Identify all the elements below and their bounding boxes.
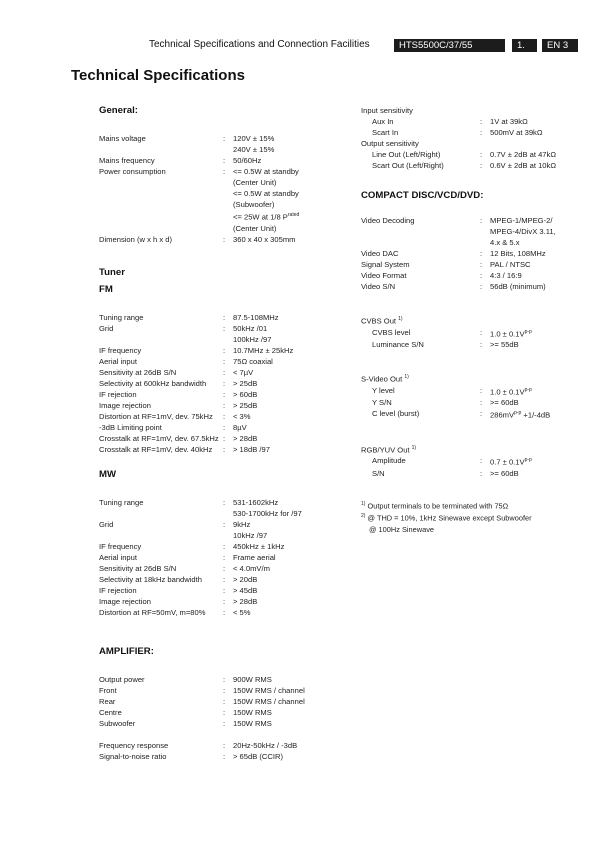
- spec-row: CVBS level : $1.0 \pm 0.1V^{p-p}$: [361, 327, 591, 340]
- header-revision: 1.: [512, 39, 537, 52]
- spec-row: Scart Out (Left/Right) : 0.6V ± 2dB at 10kΩ: [361, 160, 591, 171]
- spec-value: > 45dB: [233, 585, 258, 595]
- spec-value: 4:3 / 16:9: [490, 271, 522, 280]
- spec-label: Front: [99, 685, 117, 695]
- input-sensitivity-label: Input sensitivity: [361, 106, 413, 115]
- spec-value: <= 25W at 1/8 P: [233, 212, 288, 222]
- spec-row: Tuning range : 87.5-108MHz: [99, 312, 349, 323]
- spec-row: Front : 150W RMS / channel: [99, 685, 349, 696]
- footnote-text: @ THD = 10%, 1kHz Sinewave except Subwoofer: [367, 513, 532, 523]
- spec-label: Distortion at RF=1mV, dev. 75kHz: [99, 411, 213, 421]
- spec-row: Frequency response : 20Hz-50kHz / -3dB: [99, 740, 349, 751]
- spec-value: (Center Unit): [233, 178, 277, 187]
- spec-value: 150W RMS / channel: [233, 696, 305, 706]
- spec-value: 56dB (minimum): [490, 282, 546, 291]
- spec-row: Distortion at RF=1mV, dev. 75kHz : < 3%: [99, 411, 349, 422]
- spec-label: Subwoofer: [99, 718, 136, 728]
- spec-row: Aux In : 1V at 39kΩ: [361, 116, 591, 127]
- spec-value: (Subwoofer): [233, 200, 275, 209]
- spec-value: 120V ± 15%: [233, 134, 275, 143]
- rgb-heading: RGB/YUV Out: [361, 445, 410, 455]
- spec-label: Tuning range: [99, 312, 144, 322]
- spec-value: 100kHz /97: [233, 334, 272, 344]
- amplifier-section: [99, 646, 349, 762]
- spec-value: PAL / NTSC: [490, 260, 531, 269]
- cvbs-section: [361, 314, 591, 350]
- spec-row: Signal-to-noise ratio : > 65dB (CCIR): [99, 751, 349, 762]
- spec-label: IF rejection: [99, 585, 137, 595]
- footnote-ref: 1): [411, 444, 417, 451]
- spec-row: Selectivity at 600kHz bandwidth : > 25dB: [99, 378, 349, 389]
- spec-value-tail: +1/-4dB: [521, 410, 551, 420]
- rgb-section: [361, 443, 591, 479]
- header-title: Technical Specifications and Connection Facilities: [149, 39, 370, 50]
- spec-value: <= 0.5W at standby: [233, 189, 299, 198]
- spec-row: Centre : 150W RMS: [99, 707, 349, 718]
- spec-label: IF frequency: [99, 345, 142, 355]
- spec-value: > 28dB: [233, 433, 258, 443]
- amplifier-rows-b: [99, 740, 349, 762]
- spec-row: Mains voltage : 120V ± 15% 240V ± 15%: [99, 134, 275, 154]
- spec-label: Signal System: [361, 260, 410, 269]
- spec-row: Video Format : 4:3 / 16:9: [361, 270, 591, 281]
- spec-label: Distortion at RF=50mV, m=80%: [99, 607, 206, 617]
- spec-row: Image rejection : > 28dB: [99, 596, 349, 607]
- spec-row: Y S/N : >= 60dB: [361, 397, 591, 408]
- spec-value: 150W RMS / channel: [233, 685, 305, 695]
- unit-subscript: p-p: [524, 457, 532, 464]
- spec-row: Image rejection : > 25dB: [99, 400, 349, 411]
- spec-value: < 5%: [233, 607, 251, 617]
- footnote-2: [361, 511, 591, 523]
- spec-value: 1V at 39kΩ: [490, 117, 528, 126]
- left-column: [99, 105, 349, 778]
- spec-value: 150W RMS: [233, 707, 272, 717]
- spec-value: 286mV: [490, 410, 515, 420]
- general-section: [99, 105, 349, 245]
- spec-label: Image rejection: [99, 596, 151, 606]
- spec-value: 20Hz-50kHz / -3dB: [233, 740, 298, 750]
- cvbs-heading: CVBS Out: [361, 316, 397, 326]
- spec-label: Crosstalk at RF=1mV, dev. 40kHz: [99, 444, 213, 454]
- spec-value: 50kHz /01: [233, 323, 268, 333]
- general-rows: [99, 133, 349, 245]
- mw-rows: [99, 497, 349, 618]
- spec-row: Line Out (Left/Right) : 0.7V ± 2dB at 47kΩ: [361, 149, 591, 160]
- spec-label: -3dB Limiting point: [99, 422, 162, 432]
- spec-row: Grid : 9kHz 10kHz /97: [99, 519, 268, 540]
- general-heading: General:: [99, 105, 138, 116]
- spec-value: (Center Unit): [233, 223, 277, 233]
- spec-value: 0.7 ± 0.1V: [490, 457, 525, 467]
- spec-value: < 3%: [233, 411, 251, 421]
- spec-label: Video Format: [361, 271, 407, 280]
- spec-row: C level (burst) : $286mV^{p-p} +1/-4dB$: [361, 408, 591, 421]
- spec-value: >= 60dB: [490, 468, 519, 478]
- footnote-text: Output terminals to be terminated with 75Ω: [367, 501, 509, 511]
- spec-row: Aerial input : Frame aerial: [99, 552, 349, 563]
- spec-label: CVBS level: [372, 327, 411, 337]
- spec-row: Rear : 150W RMS / channel: [99, 696, 349, 707]
- rated-subscript: rated: [287, 212, 300, 218]
- footnote-ref: 1): [404, 374, 409, 381]
- spec-label: Selectivity at 600kHz bandwidth: [99, 378, 207, 388]
- spec-label: Amplitude: [372, 456, 406, 466]
- spec-value: 9kHz: [233, 519, 251, 529]
- spec-row: Sensitivity at 26dB S/N : < 7µV: [99, 367, 349, 378]
- spec-label: Frequency response: [99, 740, 169, 750]
- amplifier-rows-a: [99, 674, 349, 729]
- spec-value: > 18dB /97: [233, 444, 270, 454]
- spec-value: MPEG-1/MPEG-2/: [490, 216, 553, 225]
- spec-row: Scart In : 500mV at 39kΩ: [361, 127, 591, 138]
- spec-label: C level (burst): [372, 409, 420, 419]
- spec-row: Aerial input : 75Ω coaxial: [99, 356, 349, 367]
- spec-label: IF rejection: [99, 389, 137, 399]
- spec-row: Y level : $1.0 \pm 0.1V^{p-p}$: [361, 385, 591, 398]
- spec-label: Tuning range: [99, 497, 144, 507]
- spec-value: 10.7MHz ± 25kHz: [233, 345, 294, 355]
- spec-row: Sensitivity at 26dB S/N : < 4.0mV/m: [99, 563, 349, 574]
- spec-label: Mains voltage: [99, 134, 146, 143]
- spec-value: 150W RMS: [233, 718, 272, 728]
- svideo-heading: S-Video Out: [361, 374, 403, 384]
- spec-row: Crosstalk at RF=1mV, dev. 40kHz : > 18dB /97: [99, 444, 349, 455]
- spec-value: Frame aerial: [233, 552, 276, 562]
- spec-row: Crosstalk at RF=1mV, dev. 67.5kHz : > 28dB: [99, 433, 349, 444]
- spec-row: Video S/N : 56dB (minimum): [361, 281, 591, 292]
- spec-label: Aux In: [372, 117, 394, 126]
- spec-value: >= 55dB: [490, 340, 519, 350]
- spec-row: Output power : 900W RMS: [99, 674, 349, 685]
- spec-row: Amplitude : $0.7 \pm 0.1V^{p-p}$: [361, 455, 591, 468]
- spec-value: MPEG-4/DivX 3.11,: [490, 227, 556, 236]
- spec-value: 75Ω coaxial: [233, 356, 273, 366]
- spec-row: IF rejection : > 60dB: [99, 389, 349, 400]
- spec-label: Line Out (Left/Right): [372, 150, 441, 159]
- spec-label: Image rejection: [99, 400, 151, 410]
- footnote-marker: 2): [361, 513, 366, 520]
- spec-value: 4.x & 5.x: [490, 238, 520, 247]
- spec-value: 450kHz ± 1kHz: [233, 541, 285, 551]
- spec-label: Grid: [99, 519, 114, 529]
- footnote-2-cont: @ 100Hz Sinewave: [369, 524, 435, 534]
- spec-row: Power consumption : <= 0.5W at standby (Center Unit) <= 0.5W at standby (Subwoofer) <= 25W at 1/8 $P^{rated}$ (Center Unit): [99, 167, 300, 233]
- spec-value: 1.0 ± 0.1V: [490, 329, 525, 339]
- spec-label: Y level: [372, 385, 395, 395]
- spec-value: 531-1602kHz: [233, 497, 279, 507]
- spec-label: IF frequency: [99, 541, 142, 551]
- spec-row: S/N : >= 60dB: [361, 468, 591, 479]
- unit-subscript: p-p: [514, 410, 522, 417]
- spec-value: > 60dB: [233, 389, 258, 399]
- unit-subscript: p-p: [524, 328, 532, 335]
- spec-label: Aerial input: [99, 552, 137, 562]
- page-title: Technical Specifications: [71, 67, 245, 84]
- unit-subscript: p-p: [524, 386, 532, 393]
- spec-label: S/N: [372, 468, 385, 478]
- header-page-number: EN 3: [542, 39, 578, 52]
- spec-value: 0.6V ± 2dB at 10kΩ: [490, 161, 556, 170]
- spec-value: 500mV at 39kΩ: [490, 128, 543, 137]
- spec-label: Aerial input: [99, 356, 137, 366]
- amplifier-heading: AMPLIFIER:: [99, 645, 154, 657]
- spec-value: 12 Bits, 108MHz: [490, 249, 546, 258]
- disc-section: [361, 190, 591, 292]
- spec-value: > 25dB: [233, 378, 258, 388]
- spec-row: Selectivity at 18kHz bandwidth : > 20dB: [99, 574, 349, 585]
- spec-row: Grid : 50kHz /01 100kHz /97: [99, 323, 272, 344]
- spec-row: Mains frequency : 50/60Hz: [99, 155, 349, 166]
- spec-label: Video Decoding: [361, 216, 415, 225]
- spec-row: -3dB Limiting point : 8µV: [99, 422, 349, 433]
- spec-row: Dimension (w x h x d) : 360 x 40 x 305mm: [99, 234, 349, 245]
- mw-heading: MW: [99, 468, 117, 480]
- spec-value: < 7µV: [233, 367, 254, 377]
- right-column: [361, 105, 591, 535]
- spec-label: Sensitivity at 26dB S/N: [99, 367, 177, 377]
- spec-value: 900W RMS: [233, 674, 272, 684]
- spec-label: Mains frequency: [99, 156, 155, 165]
- spec-label: Sensitivity at 26dB S/N: [99, 563, 177, 573]
- disc-heading: COMPACT DISC/VCD/DVD:: [361, 190, 484, 201]
- svideo-section: [361, 372, 591, 421]
- fm-rows: [99, 312, 349, 455]
- spec-label: Output power: [99, 674, 145, 684]
- spec-value: > 25dB: [233, 400, 258, 410]
- spec-row: Video Decoding : MPEG-1/MPEG-2/ MPEG-4/DivX 3.11, 4.x & 5.x: [361, 216, 556, 247]
- footnote-ref: 1): [398, 316, 403, 322]
- footnote-marker: 1): [361, 500, 366, 507]
- spec-label: Power consumption: [99, 167, 166, 176]
- spec-label: Rear: [99, 696, 116, 706]
- spec-value: 10kHz /97: [233, 530, 268, 540]
- spec-row: IF frequency : 10.7MHz ± 25kHz: [99, 345, 349, 356]
- input-sensitivity-block: [361, 105, 591, 171]
- spec-value: < 4.0mV/m: [233, 563, 270, 573]
- tuner-heading: Tuner: [99, 266, 125, 278]
- spec-value: >= 60dB: [490, 398, 519, 408]
- spec-row: Subwoofer : 150W RMS: [99, 718, 349, 729]
- spec-label: Y S/N: [372, 398, 392, 408]
- spec-row: Signal System : PAL / NTSC: [361, 259, 591, 270]
- spec-label: Scart In: [372, 128, 399, 137]
- spec-label: Video DAC: [361, 249, 399, 258]
- spec-value: 530-1700kHz for /97: [233, 508, 302, 518]
- spec-value: 8µV: [233, 422, 247, 432]
- spec-label: Grid: [99, 323, 114, 333]
- spec-value: 50/60Hz: [233, 156, 262, 165]
- spec-label: Signal-to-noise ratio: [99, 751, 167, 761]
- spec-value: > 28dB: [233, 596, 258, 606]
- spec-value: 1.0 ± 0.1V: [490, 387, 525, 397]
- spec-row: Luminance S/N : >= 55dB: [361, 339, 591, 350]
- spec-label: Selectivity at 18kHz bandwidth: [99, 574, 202, 584]
- spec-label: Video S/N: [361, 282, 396, 291]
- spec-row: IF rejection : > 45dB: [99, 585, 349, 596]
- spec-value: 240V ± 15%: [233, 145, 275, 154]
- spec-value: 0.7V ± 2dB at 47kΩ: [490, 150, 556, 159]
- spec-row: Tuning range : 531-1602kHz 530-1700kHz for /97: [99, 497, 302, 518]
- spec-label: Dimension (w x h x d): [99, 234, 173, 244]
- spec-label: Centre: [99, 707, 122, 717]
- spec-value: > 20dB: [233, 574, 258, 584]
- page-header: [0, 39, 595, 53]
- header-model: HTS5500C/37/55: [394, 39, 505, 52]
- spec-value: <= 0.5W at standby: [233, 167, 299, 176]
- spec-value: > 65dB (CCIR): [233, 751, 284, 761]
- spec-row: Distortion at RF=50mV, m=80% : < 5%: [99, 607, 349, 618]
- spec-value: 87.5-108MHz: [233, 312, 279, 322]
- footnotes: [361, 499, 591, 535]
- spec-value: 360 x 40 x 305mm: [233, 234, 296, 244]
- spec-label: Scart Out (Left/Right): [372, 161, 444, 170]
- spec-label: Luminance S/N: [372, 340, 424, 350]
- spec-row: IF frequency : 450kHz ± 1kHz: [99, 541, 349, 552]
- spec-row: Video DAC : 12 Bits, 108MHz: [361, 248, 591, 259]
- output-sensitivity-label: Output sensitivity: [361, 139, 419, 148]
- fm-heading: FM: [99, 283, 113, 295]
- spec-label: Crosstalk at RF=1mV, dev. 67.5kHz: [99, 433, 219, 443]
- tuner-section: [99, 267, 349, 618]
- footnote-1: [361, 499, 591, 511]
